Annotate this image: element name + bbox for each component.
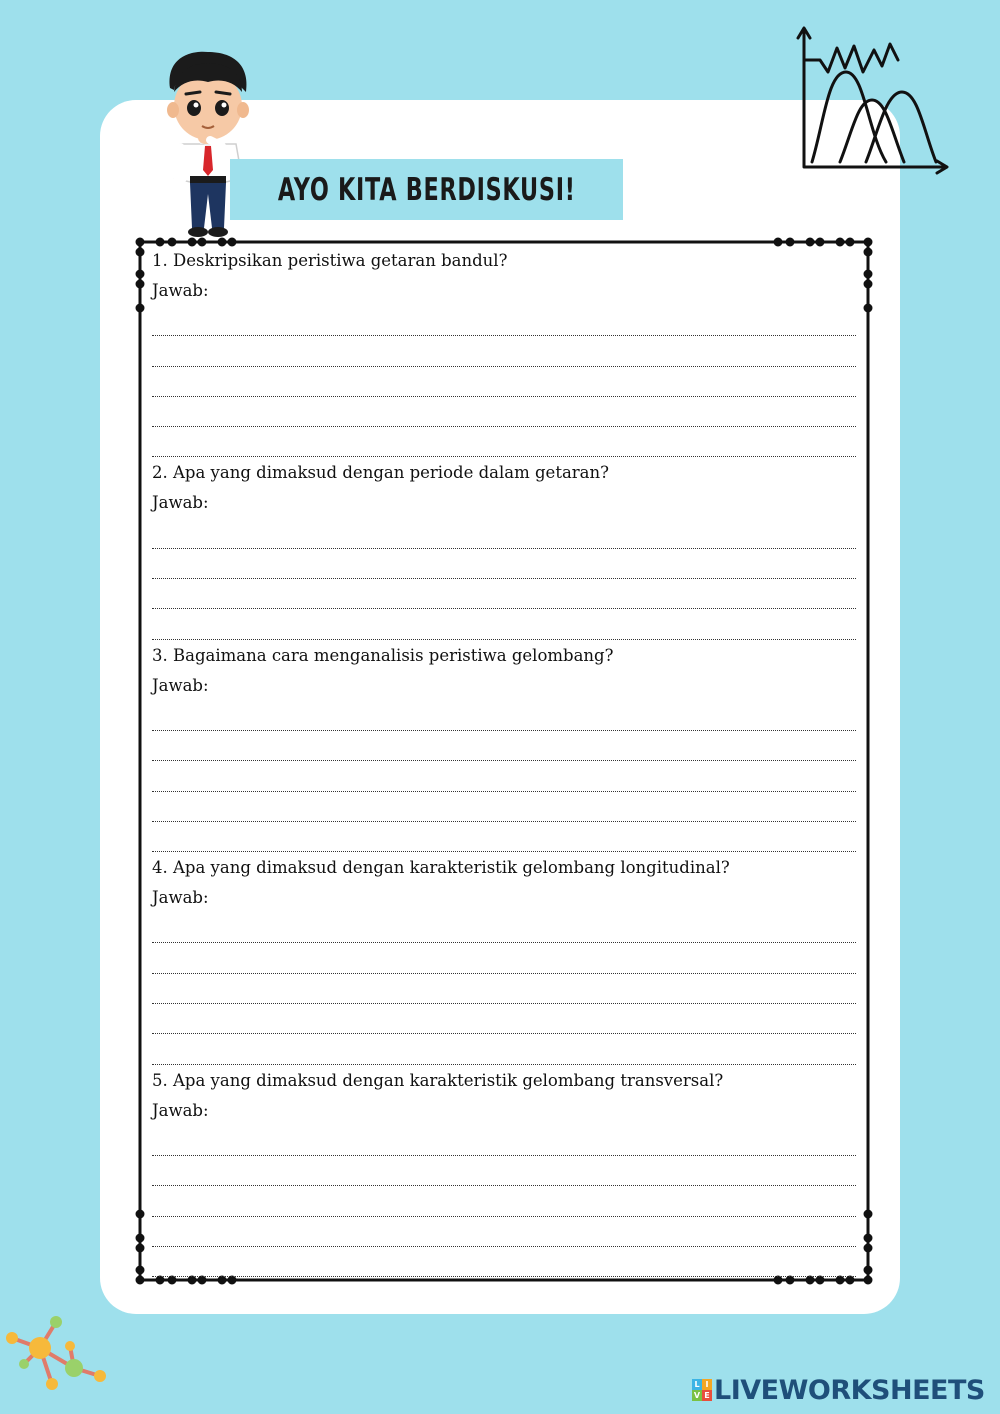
answer-line[interactable] <box>152 1034 856 1064</box>
title-banner <box>230 159 623 220</box>
liveworksheets-logo <box>692 1374 985 1406</box>
answer-label: Jawab: <box>152 1100 209 1120</box>
answer-label: Jawab: <box>152 675 209 695</box>
brand-mark-letter: I <box>702 1379 712 1390</box>
answer-line[interactable] <box>152 913 856 943</box>
answer-label: Jawab: <box>152 281 209 300</box>
answer-line[interactable] <box>152 518 856 548</box>
answer-line[interactable] <box>152 1217 856 1247</box>
answer-line[interactable] <box>152 1004 856 1034</box>
answer-line[interactable] <box>152 1247 856 1277</box>
answer-line[interactable] <box>152 1156 856 1186</box>
brand-mark-letter: V <box>693 1391 701 1400</box>
answer-line[interactable] <box>152 701 856 731</box>
answer-line[interactable] <box>152 974 856 1004</box>
brand-mark-letter: E <box>702 1390 712 1401</box>
answer-label: Jawab: <box>152 493 209 513</box>
answer-line[interactable] <box>152 306 856 336</box>
answer-line[interactable] <box>152 397 856 427</box>
question-block <box>152 1066 856 1278</box>
question-block <box>152 458 856 640</box>
answer-line[interactable] <box>152 367 856 397</box>
molecule-icon <box>0 1310 115 1400</box>
question-block <box>152 853 856 1065</box>
answer-line[interactable] <box>152 792 856 822</box>
answer-line[interactable] <box>152 1126 856 1156</box>
answer-label: Jawab: <box>152 888 209 908</box>
answer-line[interactable] <box>152 549 856 579</box>
answer-line[interactable] <box>152 761 856 791</box>
question-text: 3. Bagaimana cara menganalisis peristiwa gelombang? <box>152 645 614 665</box>
page-title: AYO KITA BERDISKUSI! <box>277 171 576 208</box>
answer-line[interactable] <box>152 336 856 366</box>
brand-name: LIVEWORKSHEETS <box>714 1374 985 1406</box>
brand-mark-letter: L <box>692 1379 702 1390</box>
question-list <box>152 246 856 1278</box>
answer-line[interactable] <box>152 943 856 973</box>
question-text: 4. Apa yang dimaksud dengan karakteristik gelombang longitudinal? <box>152 858 730 878</box>
liveworksheets-mark-icon <box>692 1379 712 1401</box>
answer-line[interactable] <box>152 609 856 639</box>
answer-line[interactable] <box>152 1186 856 1216</box>
question-gap <box>152 1277 856 1278</box>
question-text: 5. Apa yang dimaksud dengan karakteristik gelombang transversal? <box>152 1070 724 1090</box>
wave-graph-icon <box>790 22 955 180</box>
question-block <box>152 246 856 458</box>
question-text: 2. Apa yang dimaksud dengan periode dalam getaran? <box>152 463 609 483</box>
answer-line[interactable] <box>152 579 856 609</box>
question-block <box>152 641 856 853</box>
answer-line[interactable] <box>152 427 856 457</box>
answer-line[interactable] <box>152 731 856 761</box>
answer-line[interactable] <box>152 822 856 852</box>
question-text: 1. Deskripsikan peristiwa getaran bandul? <box>152 251 508 270</box>
